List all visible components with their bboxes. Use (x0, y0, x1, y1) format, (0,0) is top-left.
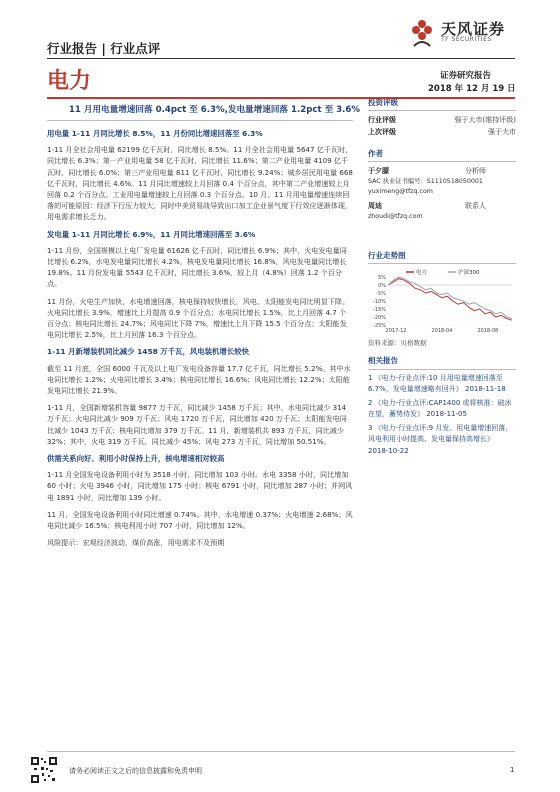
report-type: 行业报告 | 行业点评 (47, 41, 161, 56)
author-2 (368, 200, 516, 222)
header-divider (47, 58, 515, 59)
section-heading: 发电量 1-11 月同比增长 6.9%，11 月同比增速回落至 3.6% (47, 229, 256, 239)
sector-title: 电力 (47, 69, 92, 94)
related-item[interactable]: 1 《电力-行业点评:10 月用电量增速回落至 6.7%，发电量增速略有回升》 2018-11-18 (368, 373, 506, 393)
author-name: 于夕朦 (368, 167, 389, 175)
rating-heading: 投资评级 (368, 97, 516, 111)
rating-row (368, 114, 516, 126)
legend-label: 电力 (416, 270, 428, 276)
title-rule (47, 120, 353, 121)
trend-chart (368, 267, 516, 337)
author-heading: 作者 (368, 148, 516, 162)
paragraph: 11 月，全国发电设备利用小时同比增速 0.74%。其中，水电增速 0.37%；火电增速 2.68%；风电同比减少 16.5%；核电利用小时 707 小时，同比增加 12%。 (47, 509, 353, 531)
report-kind: 证券研究报告 (440, 71, 492, 81)
y-tick-label: -15% (373, 306, 386, 313)
paragraph: 1-11 月全国发电设备利用小时为 3518 小时，同比增加 103 小时。水电 3358 小时，同比增加 60 小时；火电 3946 小时，同比增加 175 小时；核电 6791 小时，同比增加 287 小时；并网风电 1891 小时，同比增加 139 小时。 (47, 470, 353, 502)
prev-rating-label: 上次评级 (368, 128, 396, 136)
footer-disclaimer: 请务必阅读正文之后的信息披露和免责申明 (69, 767, 202, 775)
section-heading: 1-11 月新增装机同比减少 1458 万千瓦，风电装机增长较快 (47, 347, 249, 357)
x-tick-label: 2017-12 (385, 328, 407, 334)
paragraph: 1-11 月全社会用电量 62199 亿千瓦时，同比增长 8.5%。11 月全社会用电量 5647 亿千瓦时，同比增长 6.3%；第一产业用电量 58 亿千瓦时，同比增长 11.6%；第二产业用电量 4109 亿千瓦时，同比增长 6.0%；第三产业用电量 811 亿千瓦时，同比增长 9.24%；城乡居民用电量 668 亿千瓦时，同比增长 4.6%。11 月同比增速较上月回落 0.4 个百分点，其中第二产业增速较上月回落 0.2 个百分点、工业用电量增速较上月回落 0.3 个百分点。10 月、11 月用电量增速连续回落的可能原因：经济下行压力较大，同时中美贸易战导致出口加工企业景气度下行效应逐渐体现，用电需求增长乏力。 (47, 145, 353, 222)
trend-heading: 行业走势图 (368, 250, 516, 264)
y-tick-label: -20% (373, 314, 386, 321)
y-tick-label: 5% (378, 274, 386, 281)
report-title: 11 月用电量增速回落 0.4pct 至 6.3%,发电量增速回落 1.2pct 至 3.6% (68, 105, 360, 115)
series-line (388, 277, 512, 319)
x-tick-label: 2018-08 (477, 328, 499, 334)
author-email[interactable]: zhoudi@tfzq.com (368, 213, 423, 220)
sidebar (368, 97, 516, 267)
page-number: 1 (510, 766, 515, 774)
section-heading: 用电量 1-11 月同比增长 8.5%，11 月份同比增速回落至 6.3% (47, 129, 263, 138)
related-item[interactable]: 3 《电力-行业点评:9 月发、用电量增速回落，风电利用小时提高、发电量保持高增长》 2018-10-22 (368, 423, 513, 455)
chart-source: 资料来源：贝格数据 (368, 339, 427, 347)
logo-subtext: TF SECURITIES (441, 36, 492, 43)
y-tick-label: -10% (373, 298, 386, 305)
prev-rating-row (368, 126, 516, 138)
footer-divider (47, 751, 515, 752)
prev-rating-value: 强于大市 (488, 128, 516, 136)
author-email[interactable]: yuximeng@tfzq.com (368, 188, 433, 195)
risk-warning: 风险提示：宏观经济波动，煤价高涨，用电需求不及预期 (47, 538, 225, 548)
paragraph: 1-11 月份，全国规模以上电厂发电量 61626 亿千瓦时，同比增长 6.9%；其中，火电发电量同比增长 6.2%，水电发电量同比增长 4.2%，核电发电量同比增长 16.8%，风电发电量同比增长 19.8%。11 月份发电量 5543 亿千瓦时，同比增长 3.6%，较上月（4.8%）回落 1.2 个百分点。 (47, 245, 347, 289)
qr-code-icon (30, 756, 58, 784)
author-1 (368, 165, 516, 197)
author-name: 周迪 (368, 202, 382, 210)
author-role: 分析师 (465, 167, 486, 175)
y-tick-label: -5% (376, 290, 386, 297)
y-tick-label: -25% (373, 322, 386, 329)
report-date: 2018 年 12 月 19 日 (428, 84, 516, 94)
x-tick-label: 2018-04 (431, 328, 453, 334)
report-body (47, 128, 353, 555)
legend-label: 沪深300 (458, 270, 480, 276)
paragraph: 11 月份，火电生产加快，水电增速回落，核电保持较快增长，风电、太阳能发电同比明显下降。火电同比增长 3.9%，增速比上月提高 0.9 个百分点；水电同比增长 1.5%，比上月回落 4.7 个百分点；核电同比增长 24.7%；风电同比下降 7%，增速比上月下降 15.5 个百分点；太阳能发电同比增长 2.5%，比上月回落 16.3 个百分点。 (47, 296, 350, 340)
section-heading: 供需关系向好、利用小时保持上升，核电增速相对较高 (47, 454, 225, 464)
author-cert: SAC 执业证书编号：S1110518050001 (368, 178, 483, 185)
paragraph: 1-11 月，全国新增装机容量 9877 万千瓦，同比减少 1458 万千瓦；其中，水电同比减少 314 万千瓦；火电同比减少 909 万千瓦；风电 1720 万千瓦，同比增加 420 万千瓦；太阳能发电同比减少 1043 万千瓦；核电同比增加 379 万千瓦。11 月，新增装机共 893 万千瓦，同比减少 32%；其中，火电 319 万千瓦，同比减少 45%；风电 273 万千瓦，同比增加 50.51%。 (47, 403, 347, 446)
related-heading: 相关报告 (368, 355, 516, 370)
rating-value: 强于大市(维持评级) (454, 116, 516, 124)
related-item[interactable]: 2 《电力-行业点评:CAP1400 或将核准：破冰在望，蓄势待发》 2018-11-05 (368, 398, 512, 418)
y-tick-label: 0% (378, 282, 386, 289)
related-reports (368, 355, 516, 457)
paragraph: 截至 11 月底，全国 6000 千瓦及以上电厂发电设备容量 17.7 亿千瓦，同比增长 5.2%。其中水电同比增长 1.2%；火电同比增长 3.4%；核电同比增长 16.6%；风电同比增长 12.2%；太阳能发电同比增长 21.9%。 (47, 363, 351, 396)
author-role: 联系人 (465, 202, 486, 210)
rating-label: 行业评级 (368, 116, 396, 124)
logo-text: 天风证券 (441, 20, 506, 38)
